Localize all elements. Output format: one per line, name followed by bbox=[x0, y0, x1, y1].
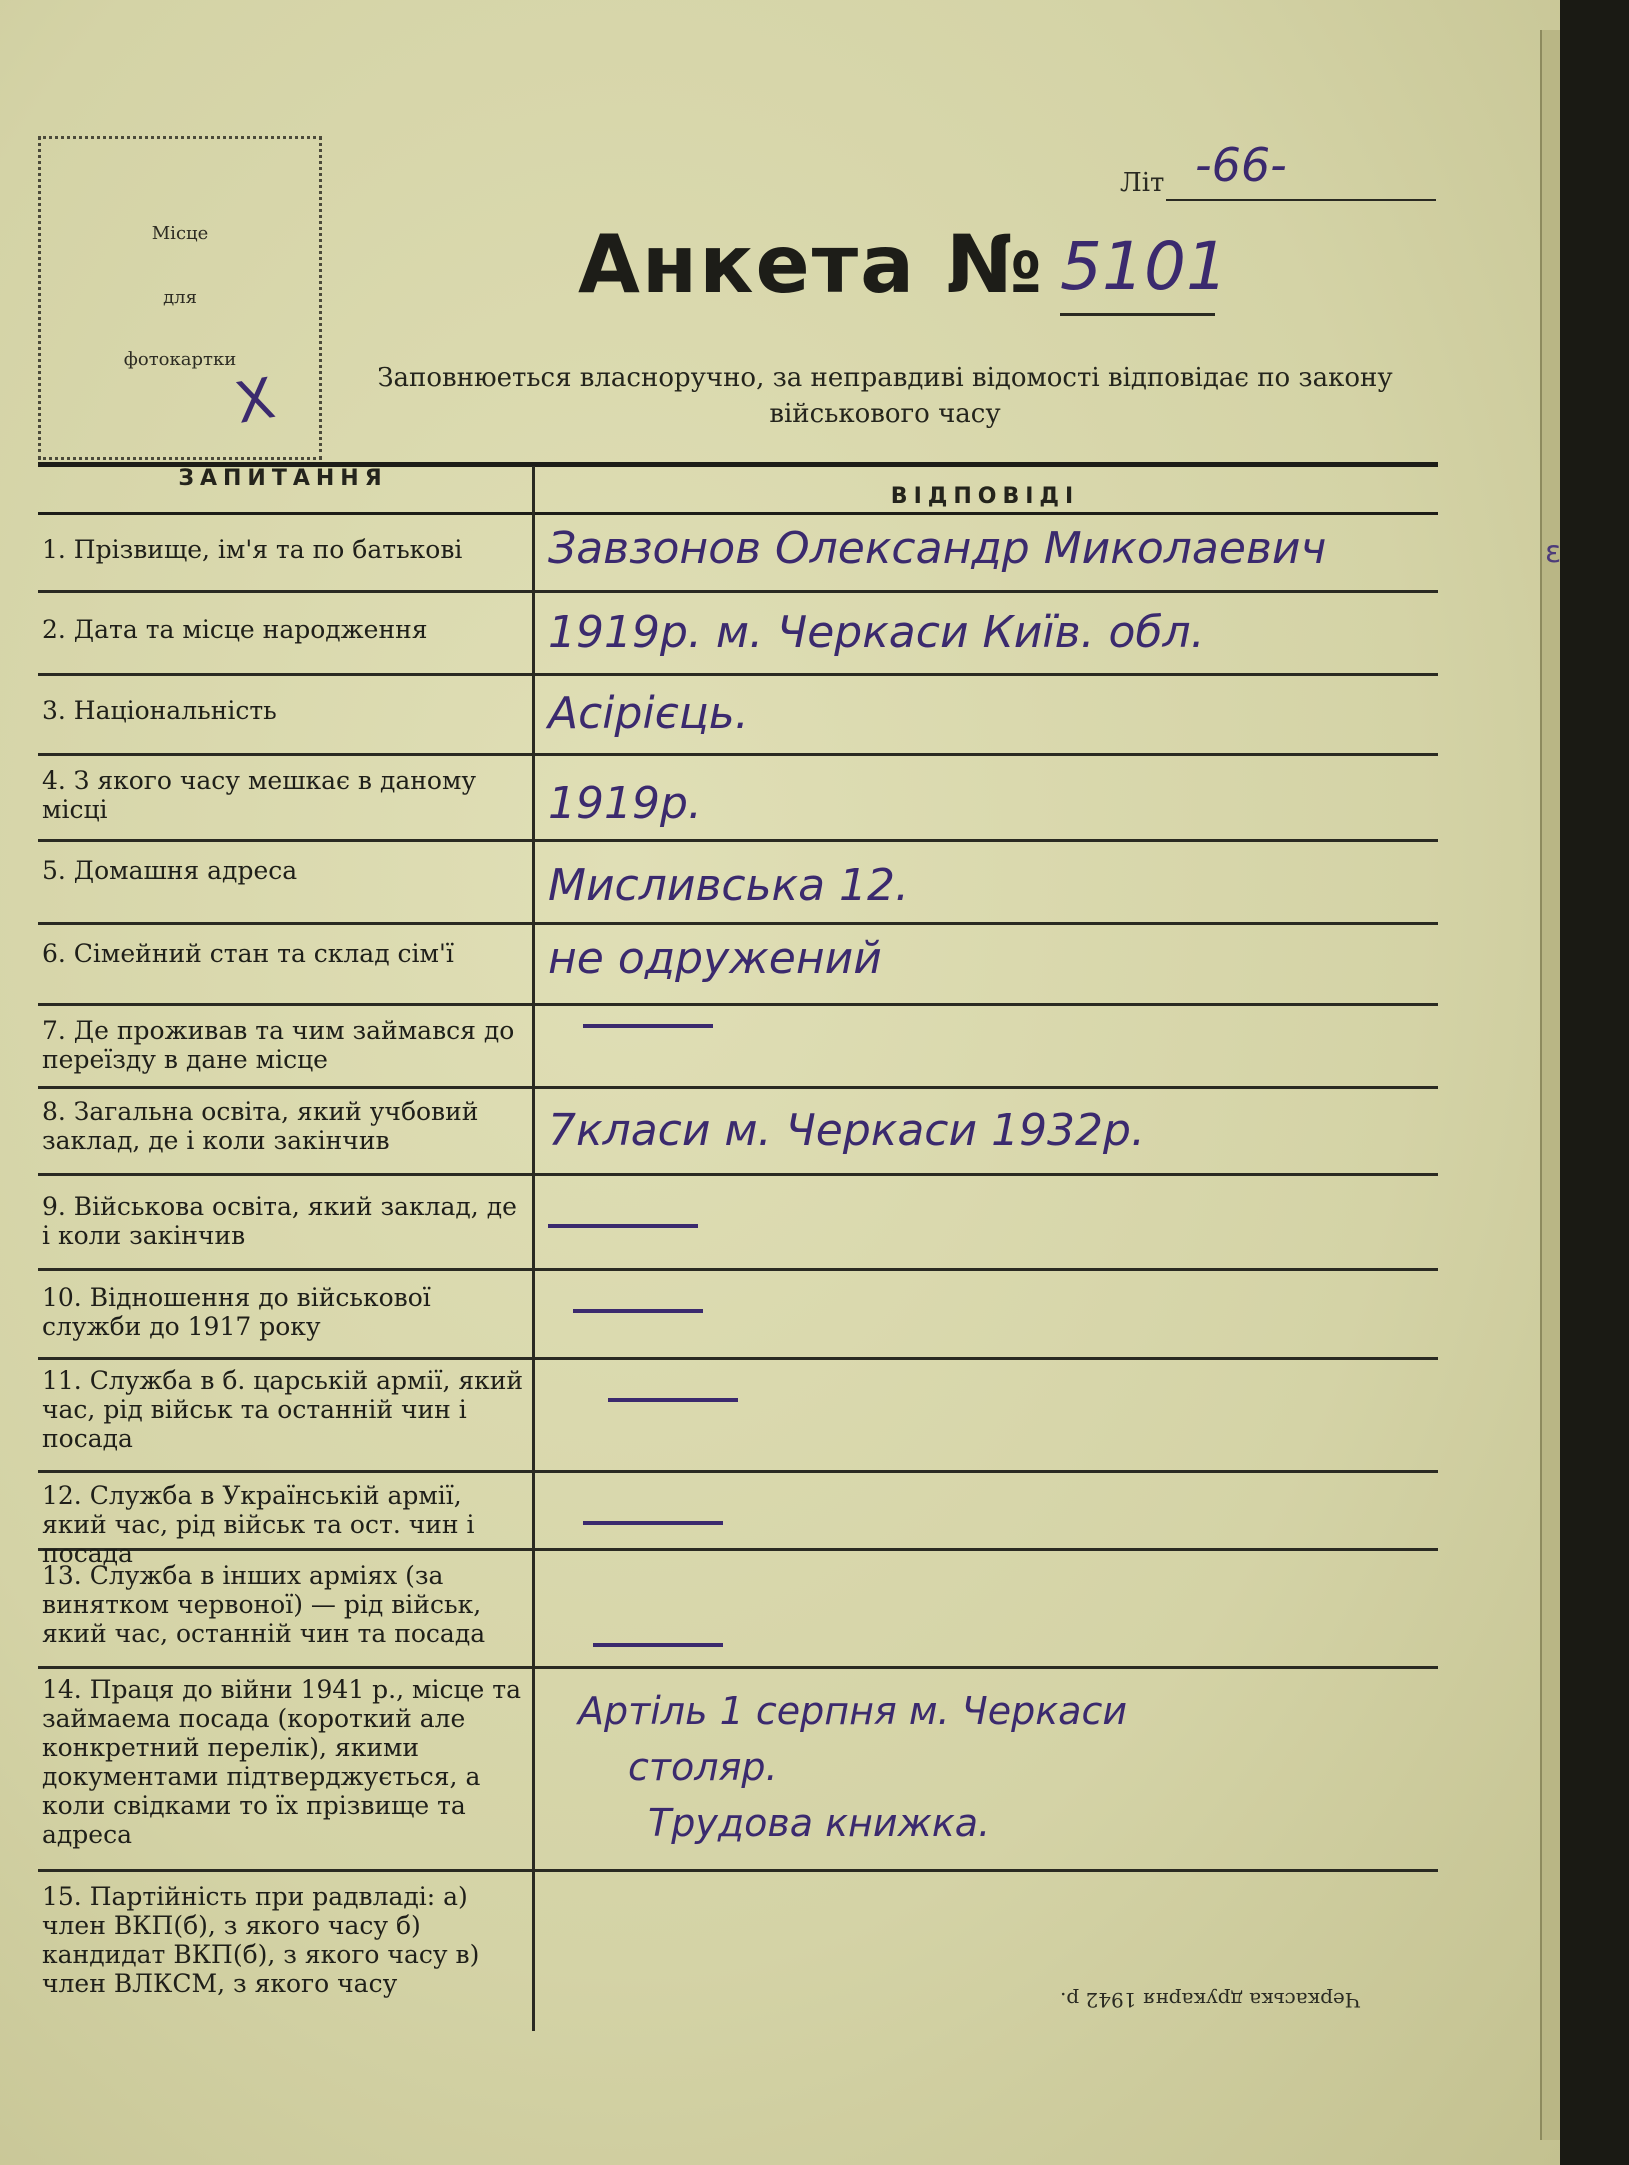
form-title: Анкета № bbox=[578, 218, 1045, 311]
form-number: 5101 bbox=[1060, 228, 1228, 305]
page-edge bbox=[1540, 30, 1560, 2140]
form-row bbox=[38, 515, 1438, 593]
answer-text: 1919р. м. Черкаси Київ. обл. bbox=[548, 607, 1205, 658]
question-text: 4. З якого часу мешкає в даному місці bbox=[42, 766, 477, 824]
blank-dash bbox=[583, 1521, 723, 1525]
blank-dash bbox=[608, 1398, 738, 1402]
form-row bbox=[38, 925, 1438, 1006]
answer-text: не одружений bbox=[548, 933, 882, 984]
blank-dash bbox=[548, 1224, 698, 1228]
question-text: 3. Національність bbox=[42, 696, 277, 725]
blank-dash bbox=[583, 1024, 713, 1028]
photo-label-2: для bbox=[163, 287, 197, 308]
question-text: 6. Сімейний стан та склад сім'ї bbox=[42, 939, 454, 968]
answer-text-3: Трудова книжка. bbox=[648, 1801, 991, 1845]
ink-mark: ε bbox=[1545, 535, 1562, 570]
form-row bbox=[38, 1551, 1438, 1669]
form-row bbox=[38, 1271, 1438, 1360]
answer-text-2: столяр. bbox=[628, 1745, 778, 1789]
question-text: 7. Де проживав та чим займався до переїзду в дане місце bbox=[42, 1016, 515, 1074]
question-text: 15. Партійність при радвладі: а) член ВКП(б), з якого часу б) кандидат ВКП(б), з якого часу в) член ВЛКСМ, з якого часу bbox=[42, 1882, 480, 1998]
form-row bbox=[38, 676, 1438, 756]
photo-mark: X bbox=[230, 366, 280, 437]
form-row bbox=[38, 1669, 1438, 1872]
form-row bbox=[38, 842, 1438, 925]
answer-text: 1919р. bbox=[548, 778, 702, 829]
question-text: 12. Служба в Українській армії, який час, рід військ та ост. чин і посада bbox=[42, 1481, 475, 1568]
form-row bbox=[38, 756, 1438, 842]
answer-text: 7класи м. Черкаси 1932р. bbox=[548, 1105, 1145, 1156]
lit-label: Літ bbox=[1120, 168, 1165, 198]
form-subtitle: Заповнюеться власноручно, за неправдиві відомості відповідає по закону військового часу bbox=[377, 363, 1393, 429]
question-text: 9. Військова освіта, який заклад, де і коли закінчив bbox=[42, 1192, 517, 1250]
answer-text: Асірієць. bbox=[548, 688, 749, 739]
answer-text: Артіль 1 серпня м. Черкаси bbox=[578, 1689, 1128, 1733]
questions-header: ЗАПИТАННЯ bbox=[178, 466, 388, 491]
form-row bbox=[38, 1176, 1438, 1271]
question-text: 14. Праця до війни 1941 р., місце та займаема посада (короткий але конкретний перелік), якими документами підтверджується, а коли свідками то їх прізвище та адреса bbox=[42, 1675, 522, 1849]
photo-label-3: фотокартки bbox=[123, 349, 237, 370]
lit-value: -66- bbox=[1195, 138, 1287, 192]
form-row bbox=[38, 1089, 1438, 1176]
question-text: 1. Прізвище, ім'я та по батькові bbox=[42, 535, 463, 564]
blank-dash bbox=[573, 1309, 703, 1313]
photo-label-1: Місце bbox=[151, 223, 209, 244]
photo-placeholder bbox=[38, 136, 322, 460]
blank-dash bbox=[593, 1643, 723, 1647]
answer-text: Завзонов Олександр Миколаевич bbox=[548, 523, 1327, 574]
question-text: 10. Відношення до військової служби до 1917 року bbox=[42, 1283, 431, 1341]
lit-underline bbox=[1166, 199, 1436, 201]
form-row bbox=[38, 1006, 1438, 1089]
form-row bbox=[38, 1360, 1438, 1473]
question-text: 13. Служба в інших арміях (за винятком червоної) — рід військ, який час, останній чин та посада bbox=[42, 1561, 486, 1648]
question-text: 8. Загальна освіта, який учбовий заклад, де і коли закінчив bbox=[42, 1097, 479, 1155]
question-text: 2. Дата та місце народження bbox=[42, 615, 428, 644]
answers-header: ВІДПОВІДІ bbox=[890, 484, 1080, 509]
question-text: 5. Домашня адреса bbox=[42, 856, 298, 885]
question-text: 11. Служба в б. царській армії, який час, рід військ та останній чин і посада bbox=[42, 1366, 524, 1453]
form-row bbox=[38, 593, 1438, 676]
form-number-underline bbox=[1060, 313, 1215, 316]
form-row bbox=[38, 1473, 1438, 1568]
printer-mark: Черкаська друкарня 1942 р. bbox=[1060, 1988, 1361, 2012]
answer-text: Мисливська 12. bbox=[548, 860, 910, 911]
